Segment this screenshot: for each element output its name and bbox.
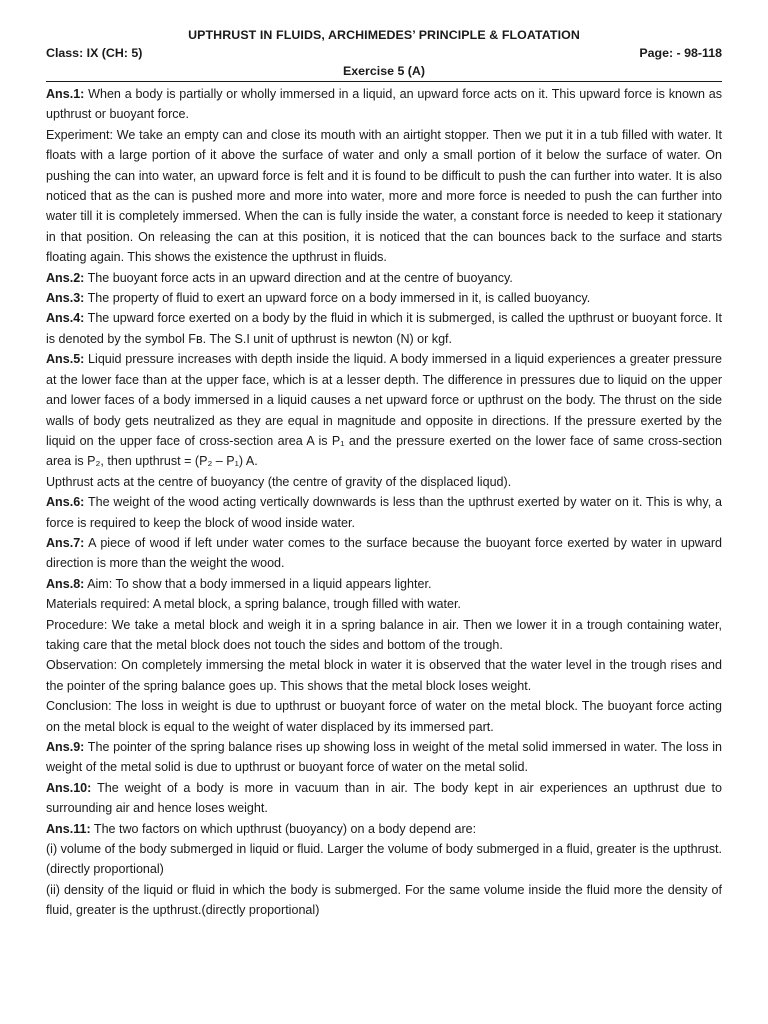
paragraph-text: The weight of the wood acting vertically downwards is less than the upthrust exerted by water on it. This is why, a force is required to keep the block of wood inside water. <box>46 495 722 530</box>
answer-label: Ans.3: <box>46 291 85 306</box>
paragraph-conclusion <box>46 696 722 737</box>
paragraph-materials <box>46 594 722 614</box>
paragraph-text: Upthrust acts at the centre of buoyancy (the centre of gravity of the displaced liqud). <box>46 474 512 489</box>
paragraph-ans-4 <box>46 308 722 349</box>
paragraph-procedure <box>46 615 722 656</box>
paragraph-text: The pointer of the spring balance rises up showing loss in weight of the metal solid immersed in water. The loss in weight of the metal solid is due to upthrust or buoyant force of water on the metal solid. <box>46 740 722 775</box>
paragraph-ans-2 <box>46 268 722 288</box>
answer-label: Ans.7: <box>46 535 85 550</box>
paragraph-factor-density <box>46 880 722 921</box>
meta-row <box>46 44 722 62</box>
answer-label: Ans.11: <box>46 821 91 836</box>
paragraph-text: The upward force exerted on a body by the fluid in which it is submerged, is called the upthrust or buoyant force. It is denoted by the symbol Fʙ. The S.I unit of upthrust is newton (N) or kgf. <box>46 311 722 346</box>
document-page <box>46 27 722 921</box>
paragraph-observation <box>46 655 722 696</box>
paragraph-ans-8 <box>46 574 722 594</box>
paragraph-centre-of-buoyancy <box>46 472 722 492</box>
paragraph-text: Conclusion: The loss in weight is due to upthrust or buoyant force of water on the metal block. The buoyant force acting on the metal block is equal to the weight of water displaced by its immersed part. <box>46 699 722 734</box>
paragraph-ans-5 <box>46 349 722 471</box>
paragraph-ans-6 <box>46 492 722 533</box>
heading-divider <box>46 81 722 82</box>
exercise-heading: Exercise 5 (A) <box>343 64 425 78</box>
paragraph-text: Procedure: We take a metal block and weigh it in a spring balance in air. Then we lower it in a trough containing water, taking care that the metal block does not touch the sides and bottom of the trough. <box>46 617 722 652</box>
answer-label: Ans.6: <box>46 495 85 510</box>
paragraph-text: Observation: On completely immersing the metal block in water it is observed that the water level in the trough rises and the pointer of the spring balance goes up. This shows that the metal block loses weight. <box>46 658 722 693</box>
paragraph-text: The two factors on which upthrust (buoyancy) on a body depend are: <box>90 821 477 836</box>
paragraph-ans-7 <box>46 533 722 574</box>
paragraph-text: Aim: To show that a body immersed in a liquid appears lighter. <box>84 576 432 591</box>
paragraph-ans-11 <box>46 819 722 839</box>
answer-label: Ans.1: <box>46 87 85 101</box>
answer-label: Ans.2: <box>46 270 85 285</box>
paragraph-ans-9 <box>46 737 722 778</box>
paragraph-text: The property of fluid to exert an upward force on a body immersed in it, is called buoyancy. <box>84 291 591 306</box>
paragraph-ans-1 <box>46 84 722 125</box>
paragraph-ans-10 <box>46 778 722 819</box>
paragraph-text: Experiment: We take an empty can and close its mouth with an airtight stopper. Then we put it in a tub filled with water. It floats with a large portion of it above the surface of water and only a small portion of it below the surface of water. On pushing the can into water, an upward force is felt and it is found to be difficult to push the can further into water. It is also noticed that as the can is pushed more and more into water, more and more force is needed to push the can further into water till it is completely immersed. When the can is fully inside the water, a constant force is needed to keep it stationary in that position. On releasing the can at this position, it is noticed that the can bounces back to the surface and starts floating again. This shows the existence the upthrust in fluids. <box>46 127 722 265</box>
page-range-label: Page: - 98-118 <box>639 46 722 60</box>
document-title: UPTHRUST IN FLUIDS, ARCHIMEDES’ PRINCIPLE & FLOATATION <box>188 28 580 42</box>
answer-label: Ans.4: <box>46 311 85 326</box>
answer-label: Ans.8: <box>46 576 85 591</box>
document-body <box>46 84 722 921</box>
paragraph-text: The buoyant force acts in an upward direction and at the centre of buoyancy. <box>84 270 513 285</box>
paragraph-text: (i) volume of the body submerged in liquid or fluid. Larger the volume of body submerged in a fluid, greater is the upthrust. (directly proportional) <box>46 842 722 877</box>
paragraph-text: When a body is partially or wholly immersed in a liquid, an upward force acts on it. This upward force is known as upthrust or buoyant force. <box>46 87 722 122</box>
paragraph-text: A piece of wood if left under water comes to the surface because the buoyant force exerted by water in upward direction is more than the weight the wood. <box>46 535 722 571</box>
paragraph-ans-3 <box>46 288 722 308</box>
answer-label: Ans.5: <box>46 352 85 367</box>
answer-label: Ans.9: <box>46 740 85 754</box>
paragraph-text: The weight of a body is more in vacuum than in air. The body kept in air experiences an upthrust due to surrounding air and hence loses weight. <box>46 780 722 816</box>
paragraph-factor-volume <box>46 839 722 880</box>
class-label: Class: IX (CH: 5) <box>46 46 143 60</box>
paragraph-experiment <box>46 125 722 268</box>
paragraph-text: Liquid pressure increases with depth inside the liquid. A body immersed in a liquid experiences a greater pressure at the lower face than at the upper face, which is at a lesser depth. The difference in pressures due to liquid on the upper and lower faces of a body immersed in a liquid causes a net upward force or upthrust on the body. The thrust on the side walls of body gets neutralized as they are equal in magnitude and opposite in directions. If the pressure exerted by the liquid on the upper face of cross-section area A is P₁ and the pressure exerted on the lower face of same cross-section area is P₂, then upthrust = (P₂ – P₁) A. <box>46 352 722 469</box>
answer-label: Ans.10: <box>46 780 92 795</box>
paragraph-text: Materials required: A metal block, a spring balance, trough filled with water. <box>46 597 461 612</box>
paragraph-text: (ii) density of the liquid or fluid in which the body is submerged. For the same volume inside the fluid more the density of fluid, greater is the upthrust.(directly proportional) <box>46 882 722 918</box>
